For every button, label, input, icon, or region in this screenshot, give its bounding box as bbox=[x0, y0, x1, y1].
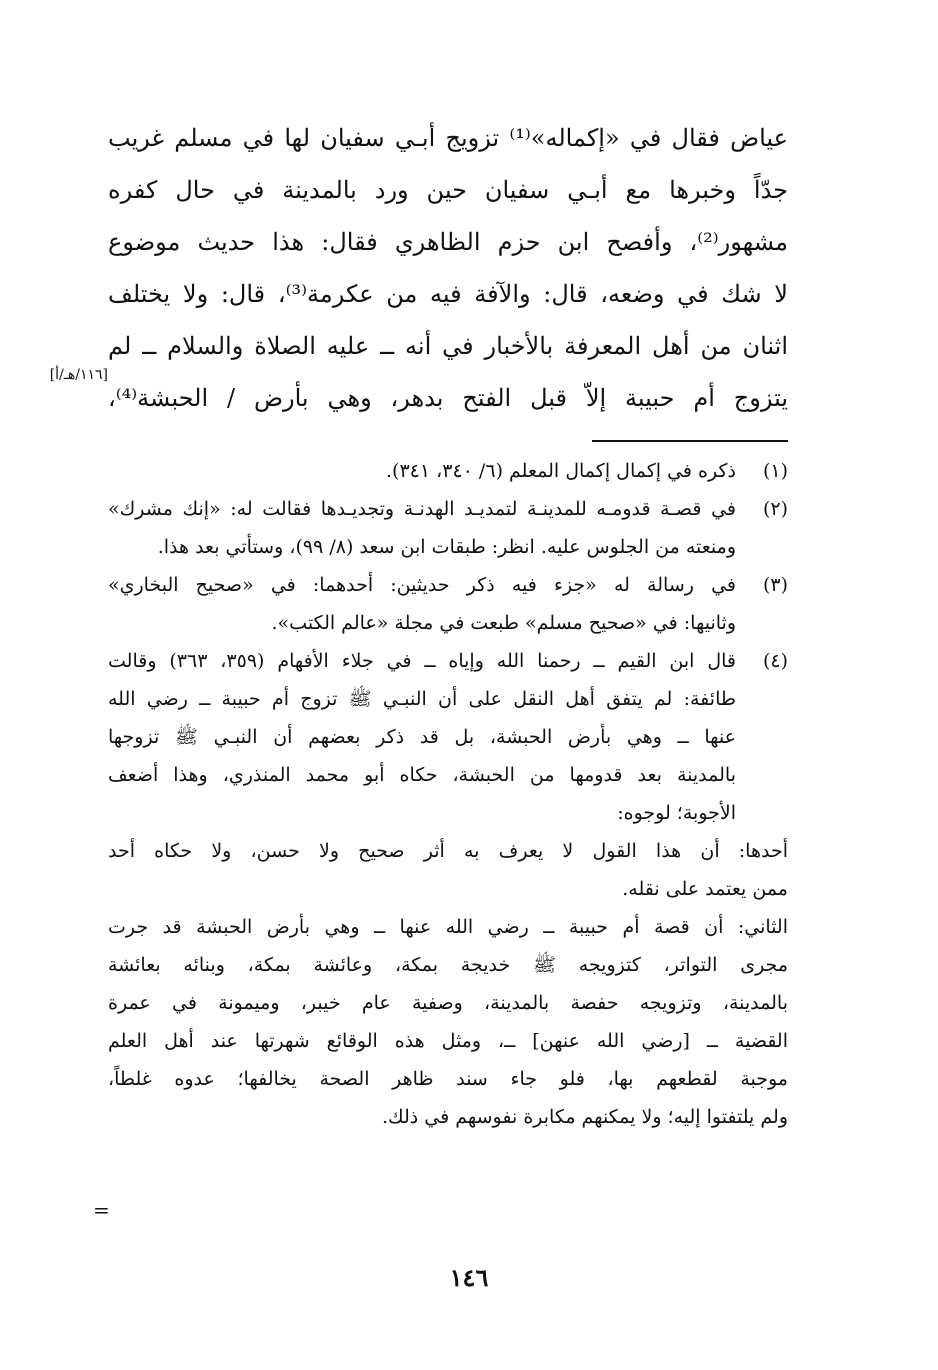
footnote-line: ولم يلتفتوا إليه؛ ولا يمكنهم مكابرة نفوسهم في ذلك. bbox=[381, 1106, 788, 1128]
footnote-1 bbox=[108, 452, 788, 490]
footnote-4 bbox=[108, 642, 788, 1136]
footnote-line: بالمدينة، وتزويجه حفصة بالمدينة، وصفية عام خيبر، وميمونة في عمرة bbox=[108, 992, 788, 1014]
footnote-line: طائفة: لم يتفق أهل النقل على أن النبـي ﷺ تزوج أم حبيبة ــ رضي الله bbox=[108, 688, 736, 710]
footnote-line: وثانيها: في «صحيح مسلم» طبعت في مجلة «عالم الكتب». bbox=[271, 612, 736, 634]
footnote-line: مجرى التواتر، كتزويجه ﷺ خديجة بمكة، وعائشة بمكة، وبنائه بعائشة bbox=[108, 954, 788, 976]
page-number: ١٤٦ bbox=[449, 1263, 489, 1292]
footnote-2 bbox=[108, 490, 788, 566]
main-text-line: جدّاً وخبرها مع أبـي سفيان حين ورد بالمدينة في حال كفره bbox=[108, 176, 788, 204]
footnote-line: قال ابن القيم ــ رحمنا الله وإياه ــ في جلاء الأفهام (٣٥٩، ٣٦٣) وقالت bbox=[108, 650, 736, 672]
footnotes-section bbox=[108, 452, 788, 1136]
footnote-line: موجبة لقطعهم بها، فلو جاء سند ظاهر الصحة يخالفها؛ عدوه غلطاً، bbox=[108, 1068, 788, 1090]
footnote-line: أحدها: أن هذا القول لا يعرف به أثر صحيح ولا حسن، ولا حكاه أحد bbox=[108, 840, 788, 862]
main-text-line: عياض فقال في «إكماله»⁽¹⁾ تزويج أبـي سفيان لها في مسلم غريب bbox=[108, 124, 788, 152]
footnote-3 bbox=[108, 566, 788, 642]
footnote-line: الثاني: أن قصة أم حبيبة ــ رضي الله عنها ــ وهي بأرض الحبشة قد جرت bbox=[108, 916, 788, 938]
footnote-line: الأجوبة؛ لوجوه: bbox=[617, 802, 736, 824]
footnote-line: بالمدينة بعد قدومها من الحبشة، حكاه أبو محمد المنذري، وهذا أضعف bbox=[108, 764, 736, 786]
footnote-line: عنها ــ وهي بأرض الحبشة، بل قد ذكر بعضهم أن النبـي ﷺ تزوجها bbox=[108, 726, 736, 748]
footnote-number: (٣) bbox=[762, 574, 788, 596]
footnote-number: (٤) bbox=[762, 650, 788, 672]
footnote-separator-rule bbox=[592, 440, 788, 442]
footnote-line: ذكره في إكمال إكمال المعلم (٦/ ٣٤٠، ٣٤١). bbox=[386, 460, 736, 482]
footnote-line: في قصـة قدومـه للمدينـة لتمديـد الهدنـة وتجديـدها فقالت له: «إنك مشرك» bbox=[108, 498, 736, 520]
footnote-line: ممن يعتمد على نقله. bbox=[622, 878, 788, 900]
footnote-line: في رسالة له «جزء فيه ذكر حديثين: أحدهما: في «صحيح البخاري» bbox=[108, 574, 736, 596]
main-text-line: لا شك في وضعه، قال: والآفة فيه من عكرمة⁽³⁾، قال: ولا يختلف bbox=[108, 280, 788, 308]
footnote-number: (١) bbox=[762, 460, 788, 482]
main-text-block bbox=[108, 112, 788, 424]
continuation-mark: = bbox=[93, 1198, 110, 1222]
manuscript-folio-marker: [١١٦/هـ/أ] bbox=[49, 367, 108, 383]
main-text-line: يتزوج أم حبيبة إلاّ قبل الفتح بدهر، وهي بأرض / الحبشة⁽⁴⁾، bbox=[108, 384, 788, 412]
main-text-line: مشهور⁽²⁾، وأفصح ابن حزم الظاهري فقال: هذا حديث موضوع bbox=[108, 228, 788, 256]
footnote-line: القضية ــ [رضي الله عنهن] ــ، ومثل هذه الوقائع شهرتها عند أهل العلم bbox=[108, 1030, 788, 1052]
footnote-line: ومنعته من الجلوس عليه. انظر: طبقات ابن سعد (٨/ ٩٩)، وستأتي بعد هذا. bbox=[157, 536, 736, 558]
main-text-line: اثنان من أهل المعرفة بالأخبار في أنه ــ عليه الصلاة والسلام ــ لم bbox=[108, 332, 788, 360]
footnote-number: (٢) bbox=[762, 498, 788, 520]
